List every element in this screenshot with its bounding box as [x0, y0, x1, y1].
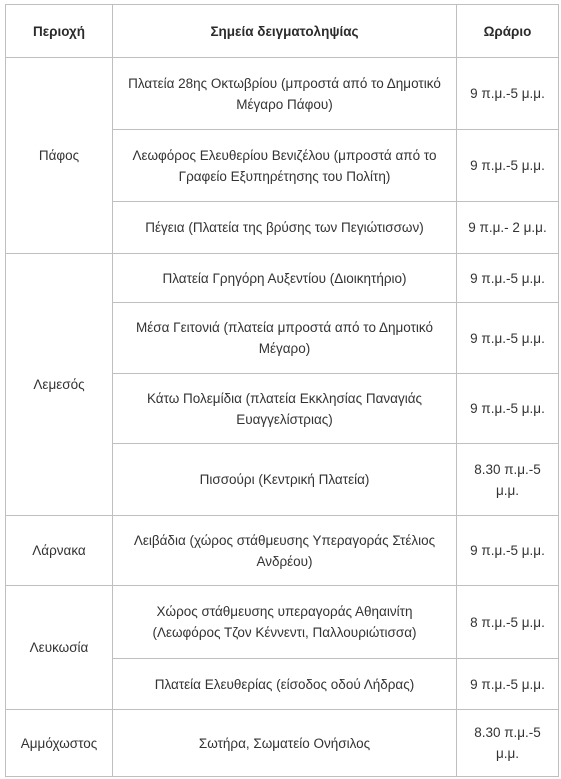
area-cell-famagusta: Αμμόχωστος	[6, 710, 113, 777]
point-cell: Πλατεία Ελευθερίας (είσοδος οδού Λήδρας)	[113, 659, 457, 710]
hours-cell: 9 π.μ.-5 μ.μ.	[457, 374, 559, 444]
point-cell: Μέσα Γειτονιά (πλατεία μπροστά από το Δημοτικό Μέγαρο)	[113, 303, 457, 374]
table-header-row	[6, 5, 559, 58]
area-cell-larnaca: Λάρνακα	[6, 516, 113, 586]
hours-cell: 9 π.μ.-5 μ.μ.	[457, 130, 559, 202]
point-cell: Πλατεία Γρηγόρη Αυξεντίου (Διοικητήριο)	[113, 254, 457, 303]
header-points: Σημεία δειγματοληψίας	[113, 5, 457, 58]
header-hours: Ωράριο	[457, 5, 559, 58]
point-cell: Πέγεια (Πλατεία της βρύσης των Πεγιώτισσων)	[113, 202, 457, 254]
point-cell: Χώρος στάθμευσης υπεραγοράς Αθηαινίτη (Λεωφόρος Τζον Κέννεντι, Παλλουριώτισσα)	[113, 586, 457, 659]
point-cell: Λειβάδια (χώρος στάθμευσης Υπεραγοράς Στέλιος Ανδρέου)	[113, 516, 457, 586]
area-cell-paphos: Πάφος	[6, 58, 113, 254]
hours-cell: 9 π.μ.-5 μ.μ.	[457, 659, 559, 710]
hours-cell: 9 π.μ.-5 μ.μ.	[457, 58, 559, 130]
hours-cell: 9 π.μ.- 2 μ.μ.	[457, 202, 559, 254]
table-row	[6, 254, 559, 303]
table-row	[6, 516, 559, 586]
point-cell: Κάτω Πολεμίδια (πλατεία Εκκλησίας Παναγιάς Ευαγγελίστριας)	[113, 374, 457, 444]
area-cell-limassol: Λεμεσός	[6, 254, 113, 516]
hours-cell: 8 π.μ.-5 μ.μ.	[457, 586, 559, 659]
point-cell: Σωτήρα, Σωματείο Ονήσιλος	[113, 710, 457, 777]
point-cell: Πλατεία 28ης Οκτωβρίου (μπροστά από το Δημοτικό Μέγαρο Πάφου)	[113, 58, 457, 130]
hours-cell: 9 π.μ.-5 μ.μ.	[457, 303, 559, 374]
header-area: Περιοχή	[6, 5, 113, 58]
hours-cell: 9 π.μ.-5 μ.μ.	[457, 254, 559, 303]
point-cell: Λεωφόρος Ελευθερίου Βενιζέλου (μπροστά από το Γραφείο Εξυπηρέτησης του Πολίτη)	[113, 130, 457, 202]
hours-cell: 8.30 π.μ.-5 μ.μ.	[457, 444, 559, 516]
table-row	[6, 586, 559, 659]
point-cell: Πισσούρι (Κεντρική Πλατεία)	[113, 444, 457, 516]
table-row	[6, 58, 559, 130]
sampling-schedule-table	[5, 4, 559, 777]
hours-cell: 9 π.μ.-5 μ.μ.	[457, 516, 559, 586]
hours-cell: 8.30 π.μ.-5 μ.μ.	[457, 710, 559, 777]
area-cell-nicosia: Λευκωσία	[6, 586, 113, 710]
table-row	[6, 710, 559, 777]
